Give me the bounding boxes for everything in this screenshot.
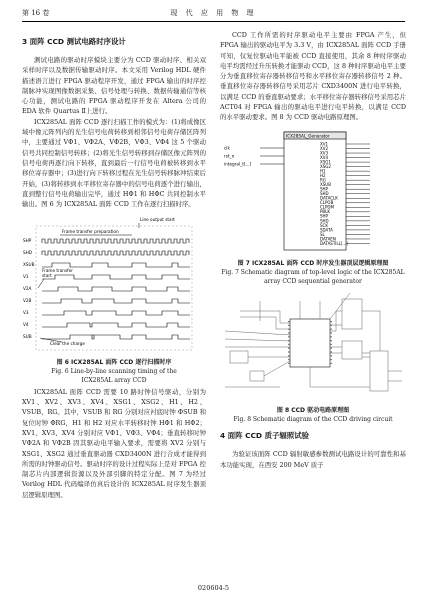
ic-pin <box>288 348 290 349</box>
signal-label: SUB <box>23 334 32 340</box>
annotation-clear-charge: Clear the charge <box>50 341 85 347</box>
page-number: 020604-5 <box>197 584 230 592</box>
output-port-label: SHP <box>320 213 328 219</box>
figure-6-caption-en-2: ICX285AL array CCD <box>81 376 147 384</box>
output-port-label: XV2 <box>320 145 329 151</box>
ic-pin <box>288 336 290 337</box>
paragraph: 为验证该面阵 CCD 辐射敏感参数测试电路设计的可靠性和基本功能实现，在西安 200 MeV 质子 <box>220 450 406 469</box>
paragraph: ICX285AL 面阵 CCD 逐行扫描工作的模式为：(1)将成像区域中像元阵列内的光生信号电荷转移到相邻信号电荷存储区阵列中，主要通过 VΦ1、VΦ2A、VΦ2B、VΦ3、VΦ4 这 5 个驱动信号共同控制信号转移；(2)将光生信号转移到存储区像元阵列的信号电荷再逐行向下转移，直到最后一行信号电荷被转移到水平移位寄存器中；(3)进行向下转移过程在光生信号转移脉冲结束后开始，(3)将转移到水平移位寄存器中的信号电荷逐个进行输出，直到整行信号电荷输出完毕，通过 HΦ1 和 HΦC 共同控制水平输出。图 6 为 ICX285AL 面阵 CCD 工作在逐行扫描时序。 <box>22 117 206 209</box>
ic-pin <box>330 344 332 345</box>
ic-pin <box>330 329 332 330</box>
section-3-title: 3 面阵 CCD 测试电路时序设计 <box>22 37 126 46</box>
output-port-label: SHD <box>320 190 329 196</box>
signal-label: V4 <box>23 322 29 328</box>
annotation-frame-transfer: Frame transfer preparation <box>62 229 119 235</box>
left-column <box>22 30 206 500</box>
ic-pin <box>288 359 290 360</box>
output-port-label: RG <box>320 177 326 183</box>
annotation-line-output: Line output start <box>140 217 175 223</box>
paragraph: CCD 工作所需的时序驱动电平主要由 FPGA 产生，但 FPGA 输出的驱动电平为 3.3 V，由 ICX285AL 面阵 CCD 手册可知，仅复位驱动电平能被 CCD 直接使用，其余 8 种时序驱动电平均需经过升压转换才能驱动 CCD，这 8 种时序驱动电平主要分为垂直移位寄存器转移信号和水平移位寄存器转移信号 2 种。垂直移位寄存器转移信号采用芯片 CXD3400N 进行电平转换，以满足 CCD 的垂直驱动要求；水平移位寄存器转移信号采用芯片 ACT04 对 FPGA 输出的驱动电平进行电平转换，以满足 CCD 的水平驱动要求。图 8 为 CCD 驱动电路原理图。 <box>220 31 406 122</box>
output-port-label: SDATA <box>320 226 333 232</box>
figure-8-caption-cn: 图 8 CCD 驱动电路原理图 <box>276 407 350 415</box>
figure-6-caption-cn: 图 6 ICX285AL 面阵 CCD 逐行扫描时序 <box>56 358 172 366</box>
volume-label: 第 16 卷 <box>22 9 50 17</box>
signal-waveform <box>42 275 190 279</box>
signal-label: SHP <box>23 238 32 244</box>
ic-pin <box>288 363 290 364</box>
figure-7-caption-en-1: Fig. 7 Schematic diagram of top-level logic of the ICX285AL <box>221 268 405 276</box>
output-port-label: CLPDM <box>320 204 334 210</box>
ic-pin <box>288 321 290 322</box>
output-port-label: XV4 <box>320 154 329 160</box>
ic-pin <box>330 332 332 333</box>
timing-diagram <box>22 214 206 354</box>
output-port-label: XSG2 <box>320 163 331 169</box>
signal-waveform <box>42 311 190 315</box>
paragraph: ICX285AL 面阵 CCD 需要 10 路时钟信号驱动，分别为 XV1、XV2、XV3、XV4、XSG1、XSG2、H1、H2、VSUB、RG。其中，VSUB 和 RG 分别对应衬底时钟 ΦSUB 和复位时钟 ΦRG，H1 和 H2 对应水平转移时钟 HΦ1 和 HΦ2；XV1、XV3、XV4 分别对应 VΦ1、VΦ3、VΦ4；垂直转移时钟 VΦ2A 和 VΦ2B 因其驱动电平输入要求，需要将 XV2 分别与 XSG1、XSG2 通过垂直驱动器 CXD3400N 进行合成才能得到所需的时钟驱动信号。驱动时序的设计过程实际上是对 FPGA 控制芯片内部逻辑资源以及外部引脚的特定分配。图 7 为经过 Verilog HDL 代码编译仿真后设计的 ICX285AL 时序发生器顶层逻辑原理图。 <box>22 387 206 499</box>
figure-6 <box>22 214 206 384</box>
right-column <box>220 30 406 470</box>
ic-pin <box>330 359 332 360</box>
ic-pin <box>288 344 290 345</box>
signal-label: V3 <box>23 310 29 316</box>
output-port-label: XV1 <box>320 141 329 147</box>
circuit-schematic <box>220 291 406 403</box>
input-port-label: clk <box>224 145 230 151</box>
output-port-label: SHD <box>320 217 329 223</box>
output-port-label: H1 <box>320 168 326 174</box>
signal-waveform <box>42 335 190 339</box>
ic-pin <box>330 325 332 326</box>
logic-block-diagram <box>220 128 406 256</box>
ic-pin <box>288 340 290 341</box>
signal-waveform <box>42 251 189 255</box>
output-port-label: DATASTILL[...] <box>320 240 348 246</box>
section-4-title: 4 面阵 CCD 质子辐照试验 <box>220 431 309 441</box>
figure-7 <box>220 128 406 286</box>
output-port-label: DATAEN <box>320 236 336 242</box>
output-port-label: DATACLK <box>320 195 338 201</box>
output-port-label: XV3 <box>320 150 329 156</box>
ic-pin <box>288 351 290 352</box>
input-port-label: integral_t[...] <box>224 161 252 167</box>
output-port-label: XSG1 <box>320 159 331 165</box>
output-port-label: PBLK <box>320 208 331 214</box>
ic-pin <box>288 355 290 356</box>
running-header <box>22 8 405 20</box>
signal-waveform <box>42 287 190 291</box>
signal-label: V2B <box>23 298 32 304</box>
paragraph: 测试电路的驱动时序模块主要分为 CCD 驱动时序、相关双采样时序以及数据传输驱动时序。本文采用 Verilog HDL 硬件描述语言进行 FPGA 驱动程序开发，通过 FPGA 输出的时序控制脉冲实现图像数据采集、信号处理与转换、数据传输通信等核心功能，测试电路的 FPGA 驱动程序开发在 Altera 公司的 EDA 软件 Quartus Ⅱ上进行。 <box>22 56 206 116</box>
signal-waveform <box>42 263 190 267</box>
output-port-label: XSUB <box>320 181 331 187</box>
ic-pin <box>330 363 332 364</box>
ic-pin <box>330 336 332 337</box>
input-port-label: rst_n <box>224 153 235 159</box>
signal-waveform <box>42 323 190 327</box>
ic-pin <box>288 332 290 333</box>
ic-pin <box>288 325 290 326</box>
ic-pin <box>288 329 290 330</box>
annotation-frame-transfer-start-2: start <box>42 273 52 279</box>
signal-label: V2A <box>23 286 32 292</box>
ic-pin <box>330 355 332 356</box>
signal-label: SHD <box>23 250 33 256</box>
figure-6-caption-en-1: Fig. 6 Line-by-line scanning timing of the <box>51 367 177 375</box>
header-rule <box>22 21 405 22</box>
figure-8-caption-en: Fig. 8 Schematic diagram of the CCD driving circuit <box>233 416 393 424</box>
output-port-label: CLPOB <box>320 199 334 205</box>
output-port-label: SHP <box>320 186 328 192</box>
output-port-label: H2 <box>320 172 326 178</box>
ic-pin <box>330 351 332 352</box>
signal-label: V1 <box>23 274 29 280</box>
figure-7-caption-en-2: array CCD sequential generator <box>264 277 362 285</box>
annotation-frame-transfer-start-1: Frame transfer <box>42 268 73 274</box>
signal-waveform <box>42 299 190 303</box>
figure-7-caption-cn: 图 7 ICX285AL 面阵 CCD 时序发生器顶层逻辑原理图 <box>237 259 389 267</box>
ic-pin <box>330 340 332 341</box>
figure-8 <box>220 291 406 424</box>
block-title: ICX285AL_Generator <box>286 133 330 139</box>
output-port-label: SCK <box>320 222 328 228</box>
signal-waveform <box>42 239 189 243</box>
ic-pin <box>330 321 332 322</box>
ic-pin <box>330 348 332 349</box>
journal-name: 现 代 应 用 物 理 <box>170 9 257 17</box>
signal-label: XSUB <box>23 262 35 268</box>
output-port-label: SL <box>320 231 325 237</box>
